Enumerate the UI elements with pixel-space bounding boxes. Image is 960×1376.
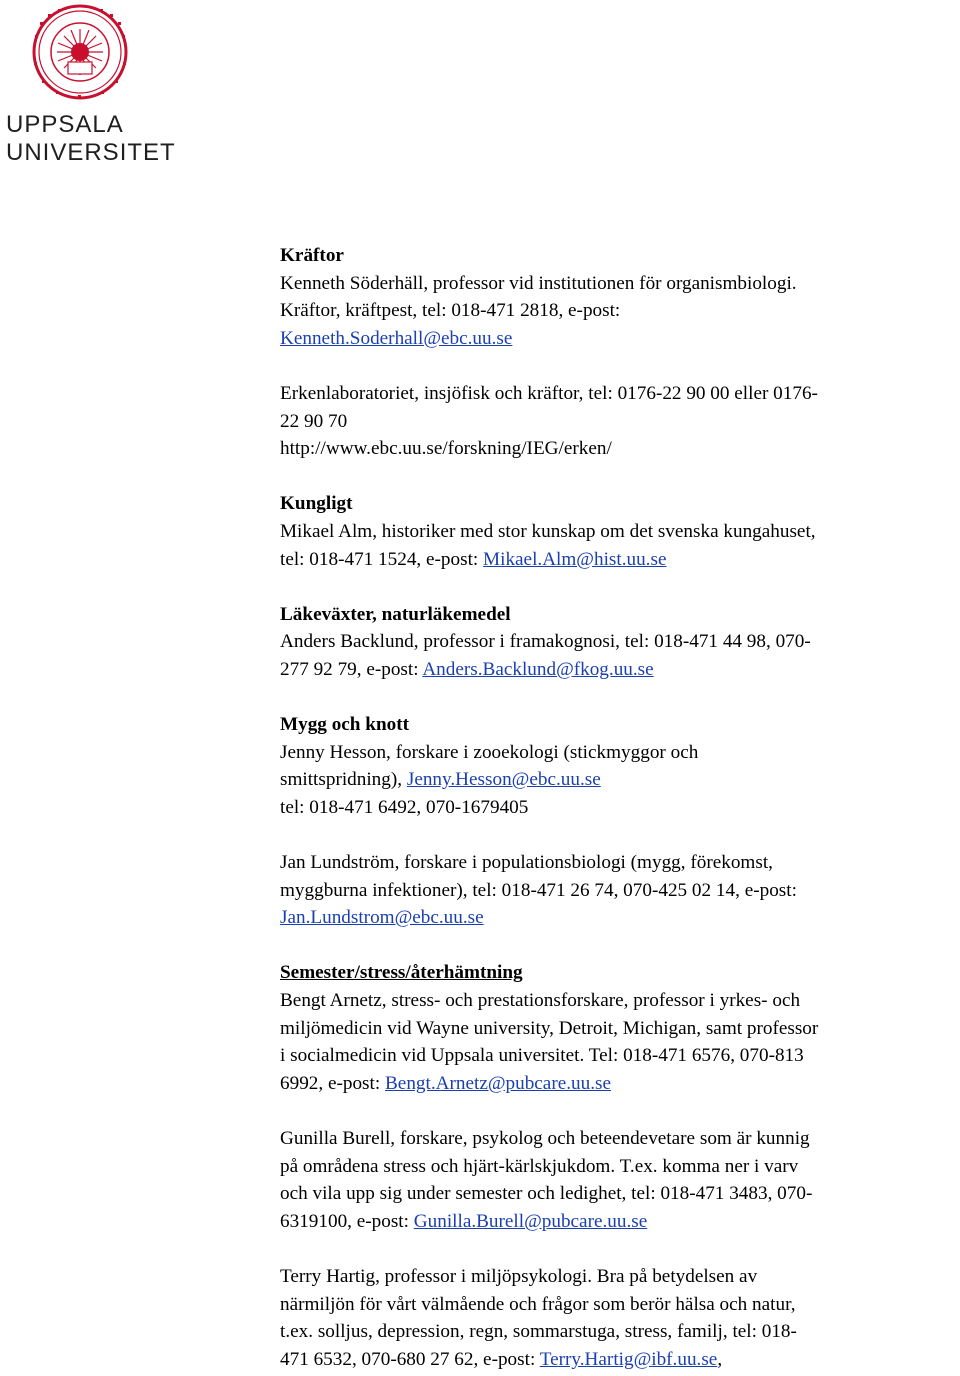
text-line: Terry Hartig, professor i miljöpsykologi. Bra på betydelsen av xyxy=(280,1265,758,1287)
text-line: Anders Backlund, professor i framakognosi, tel: 018-471 44 98, 070- xyxy=(280,631,811,653)
logo-line-1: UPPSALA xyxy=(6,111,124,138)
email-link[interactable]: Jenny.Hesson@ebc.uu.se xyxy=(406,769,601,791)
section-heading-lakevaxter: Läkeväxter, naturläkemedel xyxy=(280,603,511,625)
university-seal-icon xyxy=(0,0,170,110)
text-line: i socialmedicin vid Uppsala universitet. Tel: 018-471 6576, 070-813 xyxy=(280,1045,804,1067)
text-line: Jan Lundström, forskare i populationsbiologi (mygg, förekomst, xyxy=(280,852,773,874)
text-line: 22 90 70 xyxy=(280,410,348,432)
university-logo xyxy=(0,0,176,180)
web-link[interactable]: http://www.ebc.uu.se/forskning/IEG/erken/ xyxy=(280,438,612,460)
text-line: myggburna infektioner), tel: 018-471 26 74, 070-425 02 14, e-post: xyxy=(280,879,797,901)
section-heading-kungligt: Kungligt xyxy=(280,493,353,515)
document-body xyxy=(280,242,960,1373)
text-line: närmiljön för vårt välmående och frågor som berör hälsa och natur, xyxy=(280,1293,796,1315)
email-link[interactable]: Mikael.Alm@hist.uu.se xyxy=(483,548,667,570)
trailing-comma: , xyxy=(717,1348,723,1370)
email-link[interactable]: Bengt.Arnetz@pubcare.uu.se xyxy=(385,1072,611,1094)
section-heading-semester: Semester/stress/återhämtning xyxy=(280,962,523,984)
text-line: t.ex. solljus, depression, regn, sommarstuga, stress, familj, tel: 018- xyxy=(280,1321,797,1343)
text-line: Gunilla Burell, forskare, psykolog och beteendevetare som är kunnig xyxy=(280,1128,810,1149)
text-line: 6319100, e-post: xyxy=(280,1210,414,1232)
text-line: 277 92 79, e-post: xyxy=(280,658,423,680)
email-link[interactable]: Anders.Backlund@fkog.uu.se xyxy=(422,658,654,680)
email-link[interactable]: Jan.Lundstrom@ebc.uu.se xyxy=(280,907,484,929)
text-line: 6992, e-post: xyxy=(280,1072,385,1094)
text-line: på områdena stress och hjärt-kärlskjukdom. T.ex. komma ner i varv xyxy=(280,1155,799,1177)
email-link[interactable]: Kenneth.Soderhall@ebc.uu.se xyxy=(280,327,513,349)
logo-line-2: UNIVERSITET xyxy=(6,139,176,166)
text-line: Kenneth Söderhäll, professor vid institutionen för organismbiologi. xyxy=(280,272,797,294)
text-line: miljömedicin vid Wayne university, Detroit, Michigan, samt professor xyxy=(280,1017,819,1039)
text-line: tel: 018-471 6492, 070-1679405 xyxy=(280,796,529,818)
text-line: smittspridning), xyxy=(280,769,407,791)
text-line: tel: 018-471 1524, e-post: xyxy=(280,548,484,570)
text-line: Bengt Arnetz, stress- och prestationsforskare, professor i yrkes- och xyxy=(280,990,801,1012)
text-line: Mikael Alm, historiker med stor kunskap om det svenska kungahuset, xyxy=(280,520,816,542)
text-line: Jenny Hesson, forskare i zooekologi (stickmyggor och xyxy=(280,741,699,763)
email-link[interactable]: Gunilla.Burell@pubcare.uu.se xyxy=(413,1210,648,1232)
text-line: Erkenlaboratoriet, insjöfisk och kräftor, tel: 0176-22 90 00 eller 0176- xyxy=(280,382,818,404)
text-line: och vila upp sig under semester och ledighet, tel: 018-471 3483, 070- xyxy=(280,1183,813,1205)
email-link[interactable]: Terry.Hartig@ibf.uu.se xyxy=(539,1348,718,1370)
text-line: Kräftor, kräftpest, tel: 018-471 2818, e-post: xyxy=(280,300,621,322)
section-heading-kraftor: Kräftor xyxy=(280,245,344,266)
section-heading-mygg: Mygg och knott xyxy=(280,714,409,736)
text-line: 471 6532, 070-680 27 62, e-post: xyxy=(280,1348,540,1370)
